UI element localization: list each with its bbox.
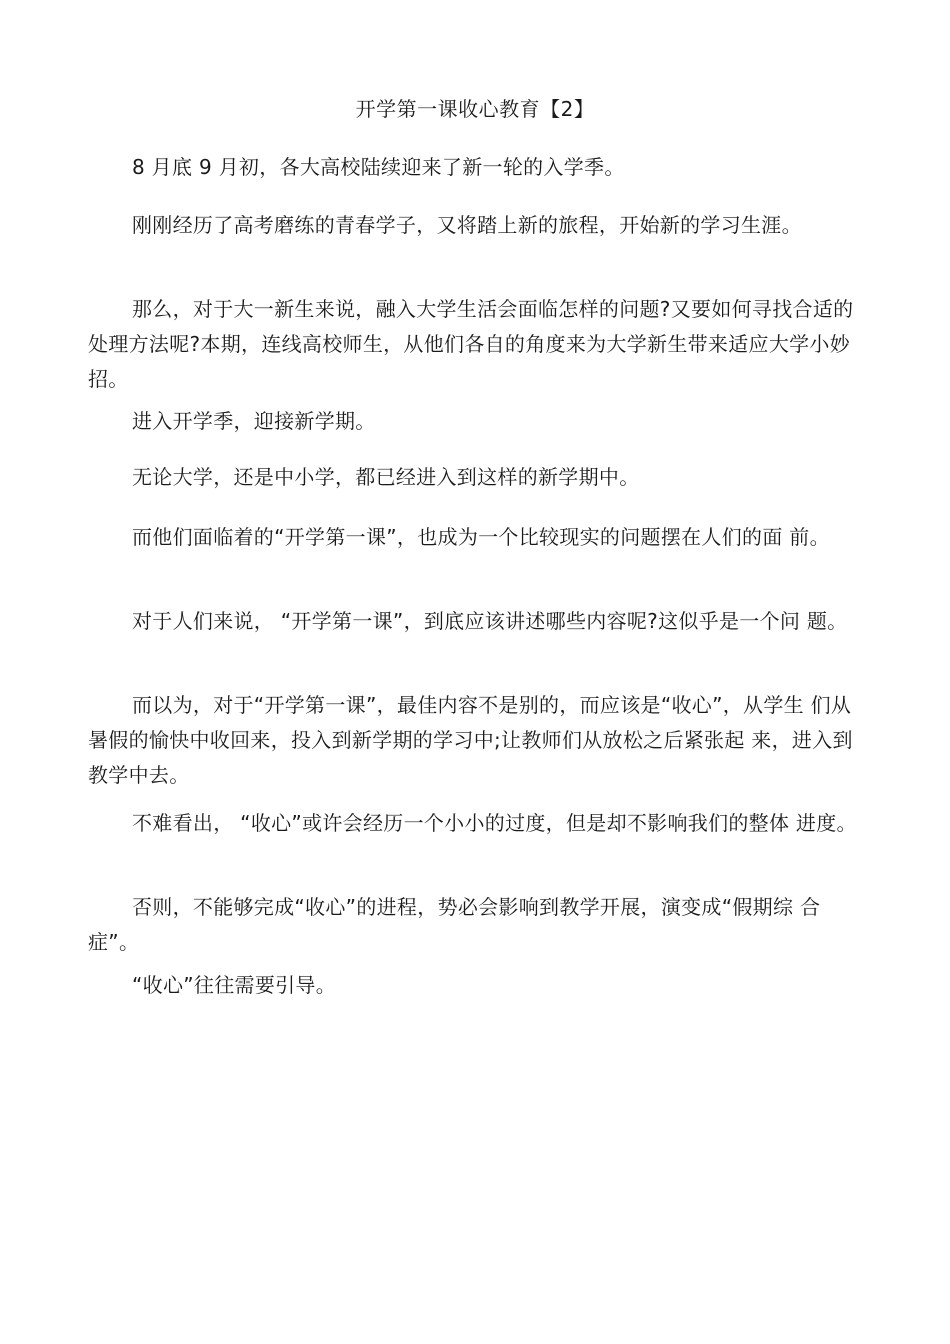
paragraph-10: 否则，不能够完成“收心”的进程，势必会影响到教学开展，演变成“假期综 合症”。 bbox=[88, 895, 821, 954]
paragraph-2: 刚刚经历了高考磨练的青春学子，又将踏上新的旅程，开始新的学习生涯。 bbox=[132, 213, 802, 237]
paragraph-5: 无论大学，还是中小学，都已经进入到这样的新学期中。 bbox=[132, 465, 640, 489]
paragraph-4: 进入开学季，迎接新学期。 bbox=[132, 409, 376, 433]
paragraph-11: “收心”往往需要引导。 bbox=[132, 973, 337, 997]
paragraph-1: 8 月底 9 月初，各大高校陆续迎来了新一轮的入学季。 bbox=[132, 155, 625, 179]
paragraph-9: 不难看出， “收心”或许会经历一个小小的过度，但是却不影响我们的整体 进度。 bbox=[132, 811, 857, 835]
document-title: 开学第一课收心教育【2】 bbox=[355, 97, 595, 121]
paragraph-8: 而以为，对于“开学第一课”，最佳内容不是别的，而应该是“收心”，从学生 们从暑假的愉快中收回来，投入到新学期的学习中;让教师们从放松之后紧张起 来，进入到教学中去。 bbox=[88, 693, 853, 787]
paragraph-6: 而他们面临着的“开学第一课”，也成为一个比较现实的问题摆在人们的面 前。 bbox=[132, 525, 830, 549]
paragraph-7: 对于人们来说， “开学第一课”，到底应该讲述哪些内容呢?这似乎是一个问 题。 bbox=[132, 609, 848, 633]
paragraph-3: 那么，对于大一新生来说，融入大学生活会面临怎样的问题?又要如何寻找合适的处理方法呢?本期，连线高校师生，从他们各自的角度来为大学新生带来适应大学小妙招。 bbox=[88, 297, 854, 391]
